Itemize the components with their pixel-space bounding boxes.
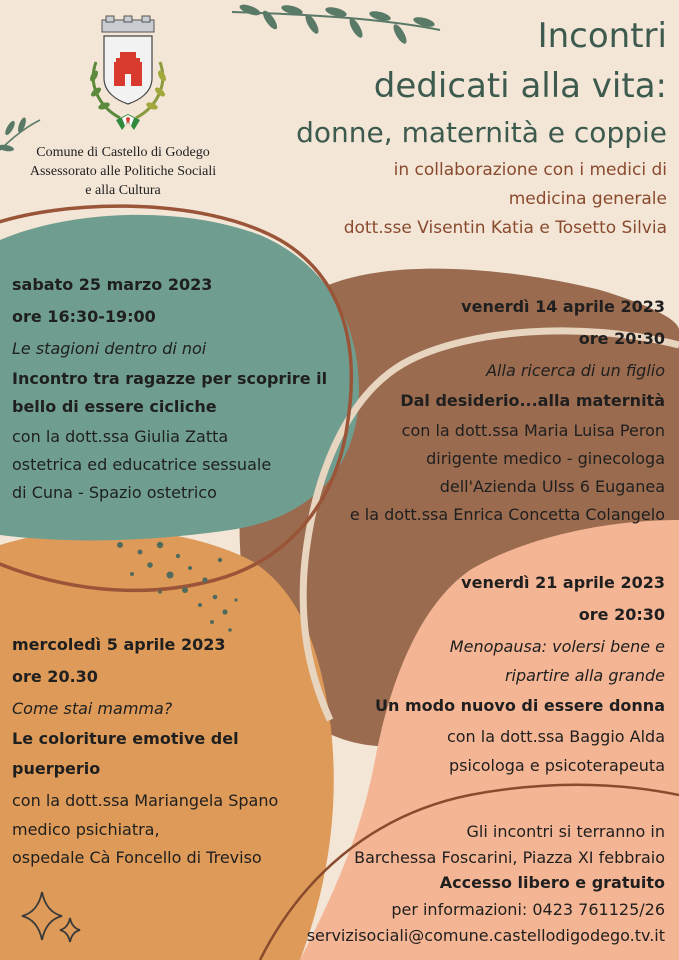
organizer-line1: Comune di Castello di Godego	[36, 145, 210, 160]
footer-email[interactable]: servizisociali@comune.castellodigodego.tv.it	[306, 926, 665, 945]
event2-time: ore 20:30	[578, 329, 665, 348]
event4-speaker-line1: con la dott.ssa Baggio Alda	[446, 727, 665, 746]
event1-desc-line2: bello di essere cicliche	[12, 397, 217, 416]
footer-line4: per informazioni: 0423 761125/26	[391, 900, 665, 919]
event3-speaker-line1: con la dott.ssa Mariangela Spano	[12, 791, 279, 810]
event4-speaker-line2: psicologa e psicoterapeuta	[449, 756, 665, 775]
event1-title: Le stagioni dentro di noi	[12, 339, 207, 358]
event4-date: venerdì 21 aprile 2023	[461, 573, 665, 592]
event3-speaker-line2: medico psichiatra,	[12, 820, 160, 839]
organizer-line3: e alla Cultura	[85, 183, 161, 198]
coat-of-arms-icon	[82, 14, 174, 136]
organizer-block	[8, 143, 238, 200]
subtitle-line3: dott.sse Visentin Katia e Tosetto Silvia	[343, 218, 667, 238]
event2-speaker-line1: con la dott.ssa Maria Luisa Peron	[401, 421, 665, 440]
event2-speaker-line2: dirigente medico - ginecologa	[426, 449, 665, 468]
event4-title-line1: Menopausa: volersi bene e	[449, 637, 665, 656]
event3-speaker-line3: ospedale Cà Foncello di Treviso	[12, 848, 262, 867]
event2-speaker-line3: dell'Azienda Ulss 6 Euganea	[439, 477, 665, 496]
event4-title-line2: ripartire alla grande	[504, 666, 665, 685]
event2-date: venerdì 14 aprile 2023	[461, 297, 665, 316]
event1-speaker-line2: ostetrica ed educatrice sessuale	[12, 455, 272, 474]
subtitle-line2: medicina generale	[508, 189, 667, 209]
event3-time: ore 20.30	[12, 667, 98, 686]
event3-desc-line1: Le coloriture emotive del	[12, 729, 239, 748]
footer-line2: Barchessa Foscarini, Piazza XI febbraio	[354, 848, 665, 867]
event2-desc-line1: Dal desiderio...alla maternità	[400, 391, 665, 410]
event3-date: mercoledì 5 aprile 2023	[12, 635, 226, 654]
event1-time: ore 16:30-19:00	[12, 307, 156, 326]
event1-speaker-line1: con la dott.ssa Giulia Zatta	[12, 427, 229, 446]
subtitle-line1: in collaborazione con i medici di	[393, 160, 667, 180]
event3-desc-line2: puerperio	[12, 759, 101, 778]
title-line1: Incontri	[537, 16, 667, 56]
title-line2: dedicati alla vita:	[373, 66, 667, 106]
event1-speaker-line3: di Cuna - Spazio ostetrico	[12, 483, 217, 502]
event1-date: sabato 25 marzo 2023	[12, 275, 213, 294]
event3-title: Come stai mamma?	[12, 699, 173, 718]
event4-desc-line1: Un modo nuovo di essere donna	[375, 696, 665, 715]
event2-speaker-line4: e la dott.ssa Enrica Concetta Colangelo	[349, 505, 665, 524]
event1-desc-line1: Incontro tra ragazze per scoprire il	[12, 369, 328, 388]
event4-time: ore 20:30	[578, 605, 665, 624]
footer-line1: Gli incontri si terranno in	[466, 822, 665, 841]
title-line3: donne, maternità e coppie	[296, 116, 667, 149]
footer-line3: Accesso libero e gratuito	[439, 873, 665, 892]
event2-title: Alla ricerca di un figlio	[486, 361, 665, 380]
organizer-line2: Assessorato alle Politiche Sociali	[29, 164, 217, 179]
